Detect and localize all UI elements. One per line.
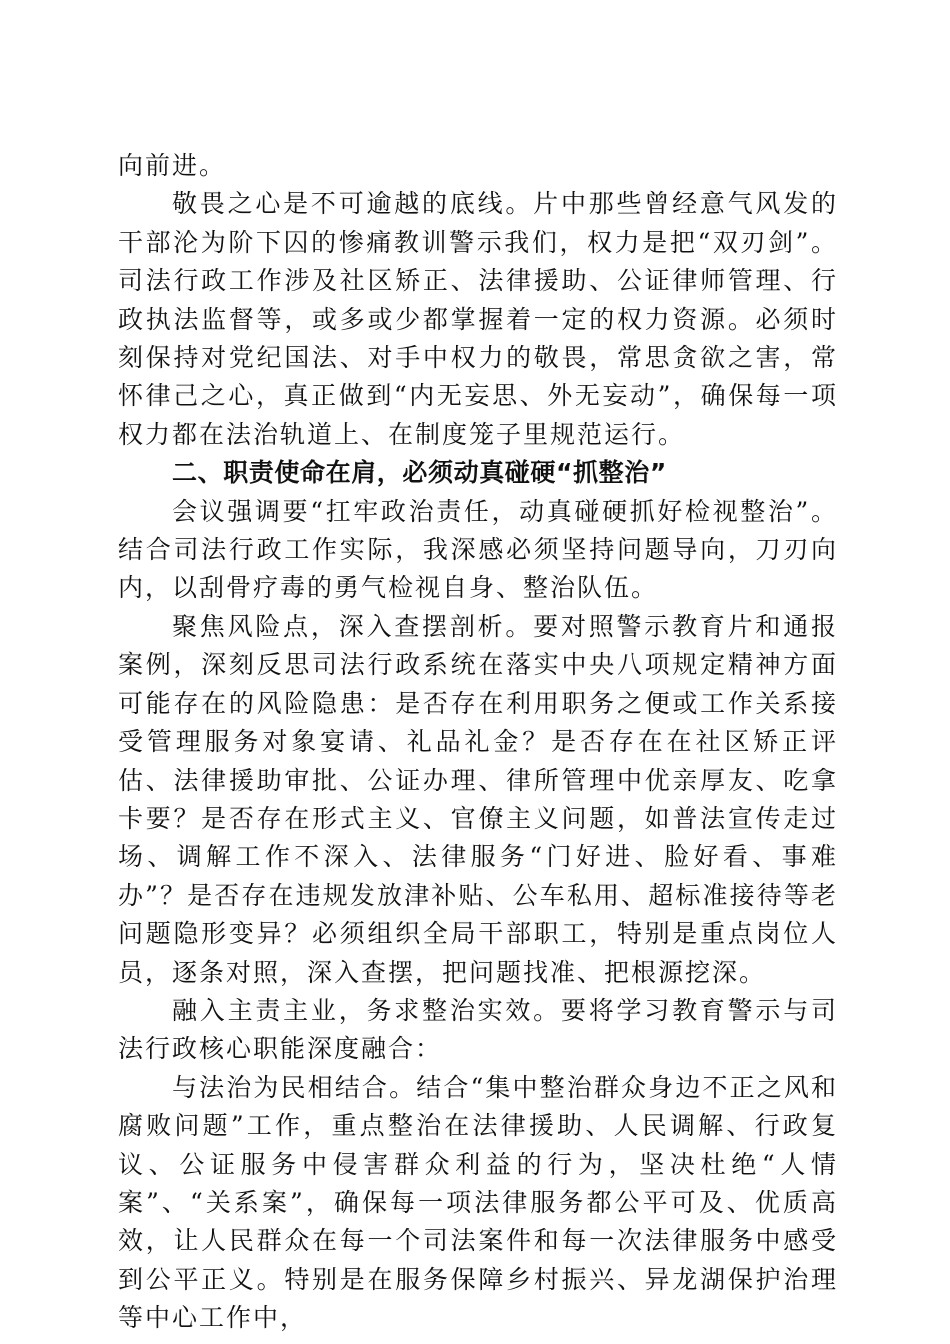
paragraph-core-duties: 融入主责主业，务求整治实效。要将学习教育警示与司法行政核心职能深度融合： bbox=[118, 995, 838, 1064]
paragraph-risk-points: 聚焦风险点，深入查摆剖析。要对照警示教育片和通报案例，深刻反思司法行政系统在落实中央八项规定精神方面可能存在的风险隐患：是否存在利用职务之便或工作关系接受管理服务对象宴请、礼品礼金？是否存在在社区矫正评估、法律援助审批、公证办理、律所管理中优亲厚友、吃拿卡要？是否存在形式主义、官僚主义问题，如普法宣传走过场、调解工作不深入、法律服务“门好进、脸好看、事难办”？是否存在违规发放津补贴、公车私用、超标准接待等老问题隐形变异？必须组织全局干部职工，特别是重点岗位人员，逐条对照，深入查摆，把问题找准、把根源挖深。 bbox=[118, 611, 838, 987]
section-heading-2: 二、职责使命在肩，必须动真碰硬“抓整治” bbox=[172, 458, 667, 488]
paragraph-rule-of-law-for-people: 与法治为民相结合。结合“集中整治群众身边不正之风和腐败问题”工作，重点整治在法律援助、人民调解、行政复议、公证服务中侵害群众利益的行为，坚决杜绝“人情案”、“关系案”，确保每一项法律服务都公平可及、优质高效，让人民群众在每一个司法案件和每一次法律服务中感受到公平正义。特别是在服务保障乡村振兴、异龙湖保护治理等中心工作中， bbox=[118, 1072, 838, 1333]
paragraph-meeting-emphasis: 会议强调要“扛牢政治责任，动真碰硬抓好检视整治”。结合司法行政工作实际，我深感必须坚持问题导向，刀刃向内，以刮骨疗毒的勇气检视自身、整治队伍。 bbox=[118, 496, 838, 603]
paragraph-continuation: 向前进。 bbox=[118, 151, 227, 180]
paragraph-awe-bottom-line: 敬畏之心是不可逾越的底线。片中那些曾经意气风发的干部沦为阶下囚的惨痛教训警示我们，权力是把“双刃剑”。司法行政工作涉及社区矫正、法律援助、公证律师管理、行政执法监督等，或多或少都掌握着一定的权力资源。必须时刻保持对党纪国法、对手中权力的敬畏，常思贪欲之害，常怀律己之心，真正做到“内无妄思、外无妄动”，确保每一项权力都在法治轨道上、在制度笼子里规范运行。 bbox=[118, 189, 838, 449]
document-page bbox=[118, 147, 838, 1338]
